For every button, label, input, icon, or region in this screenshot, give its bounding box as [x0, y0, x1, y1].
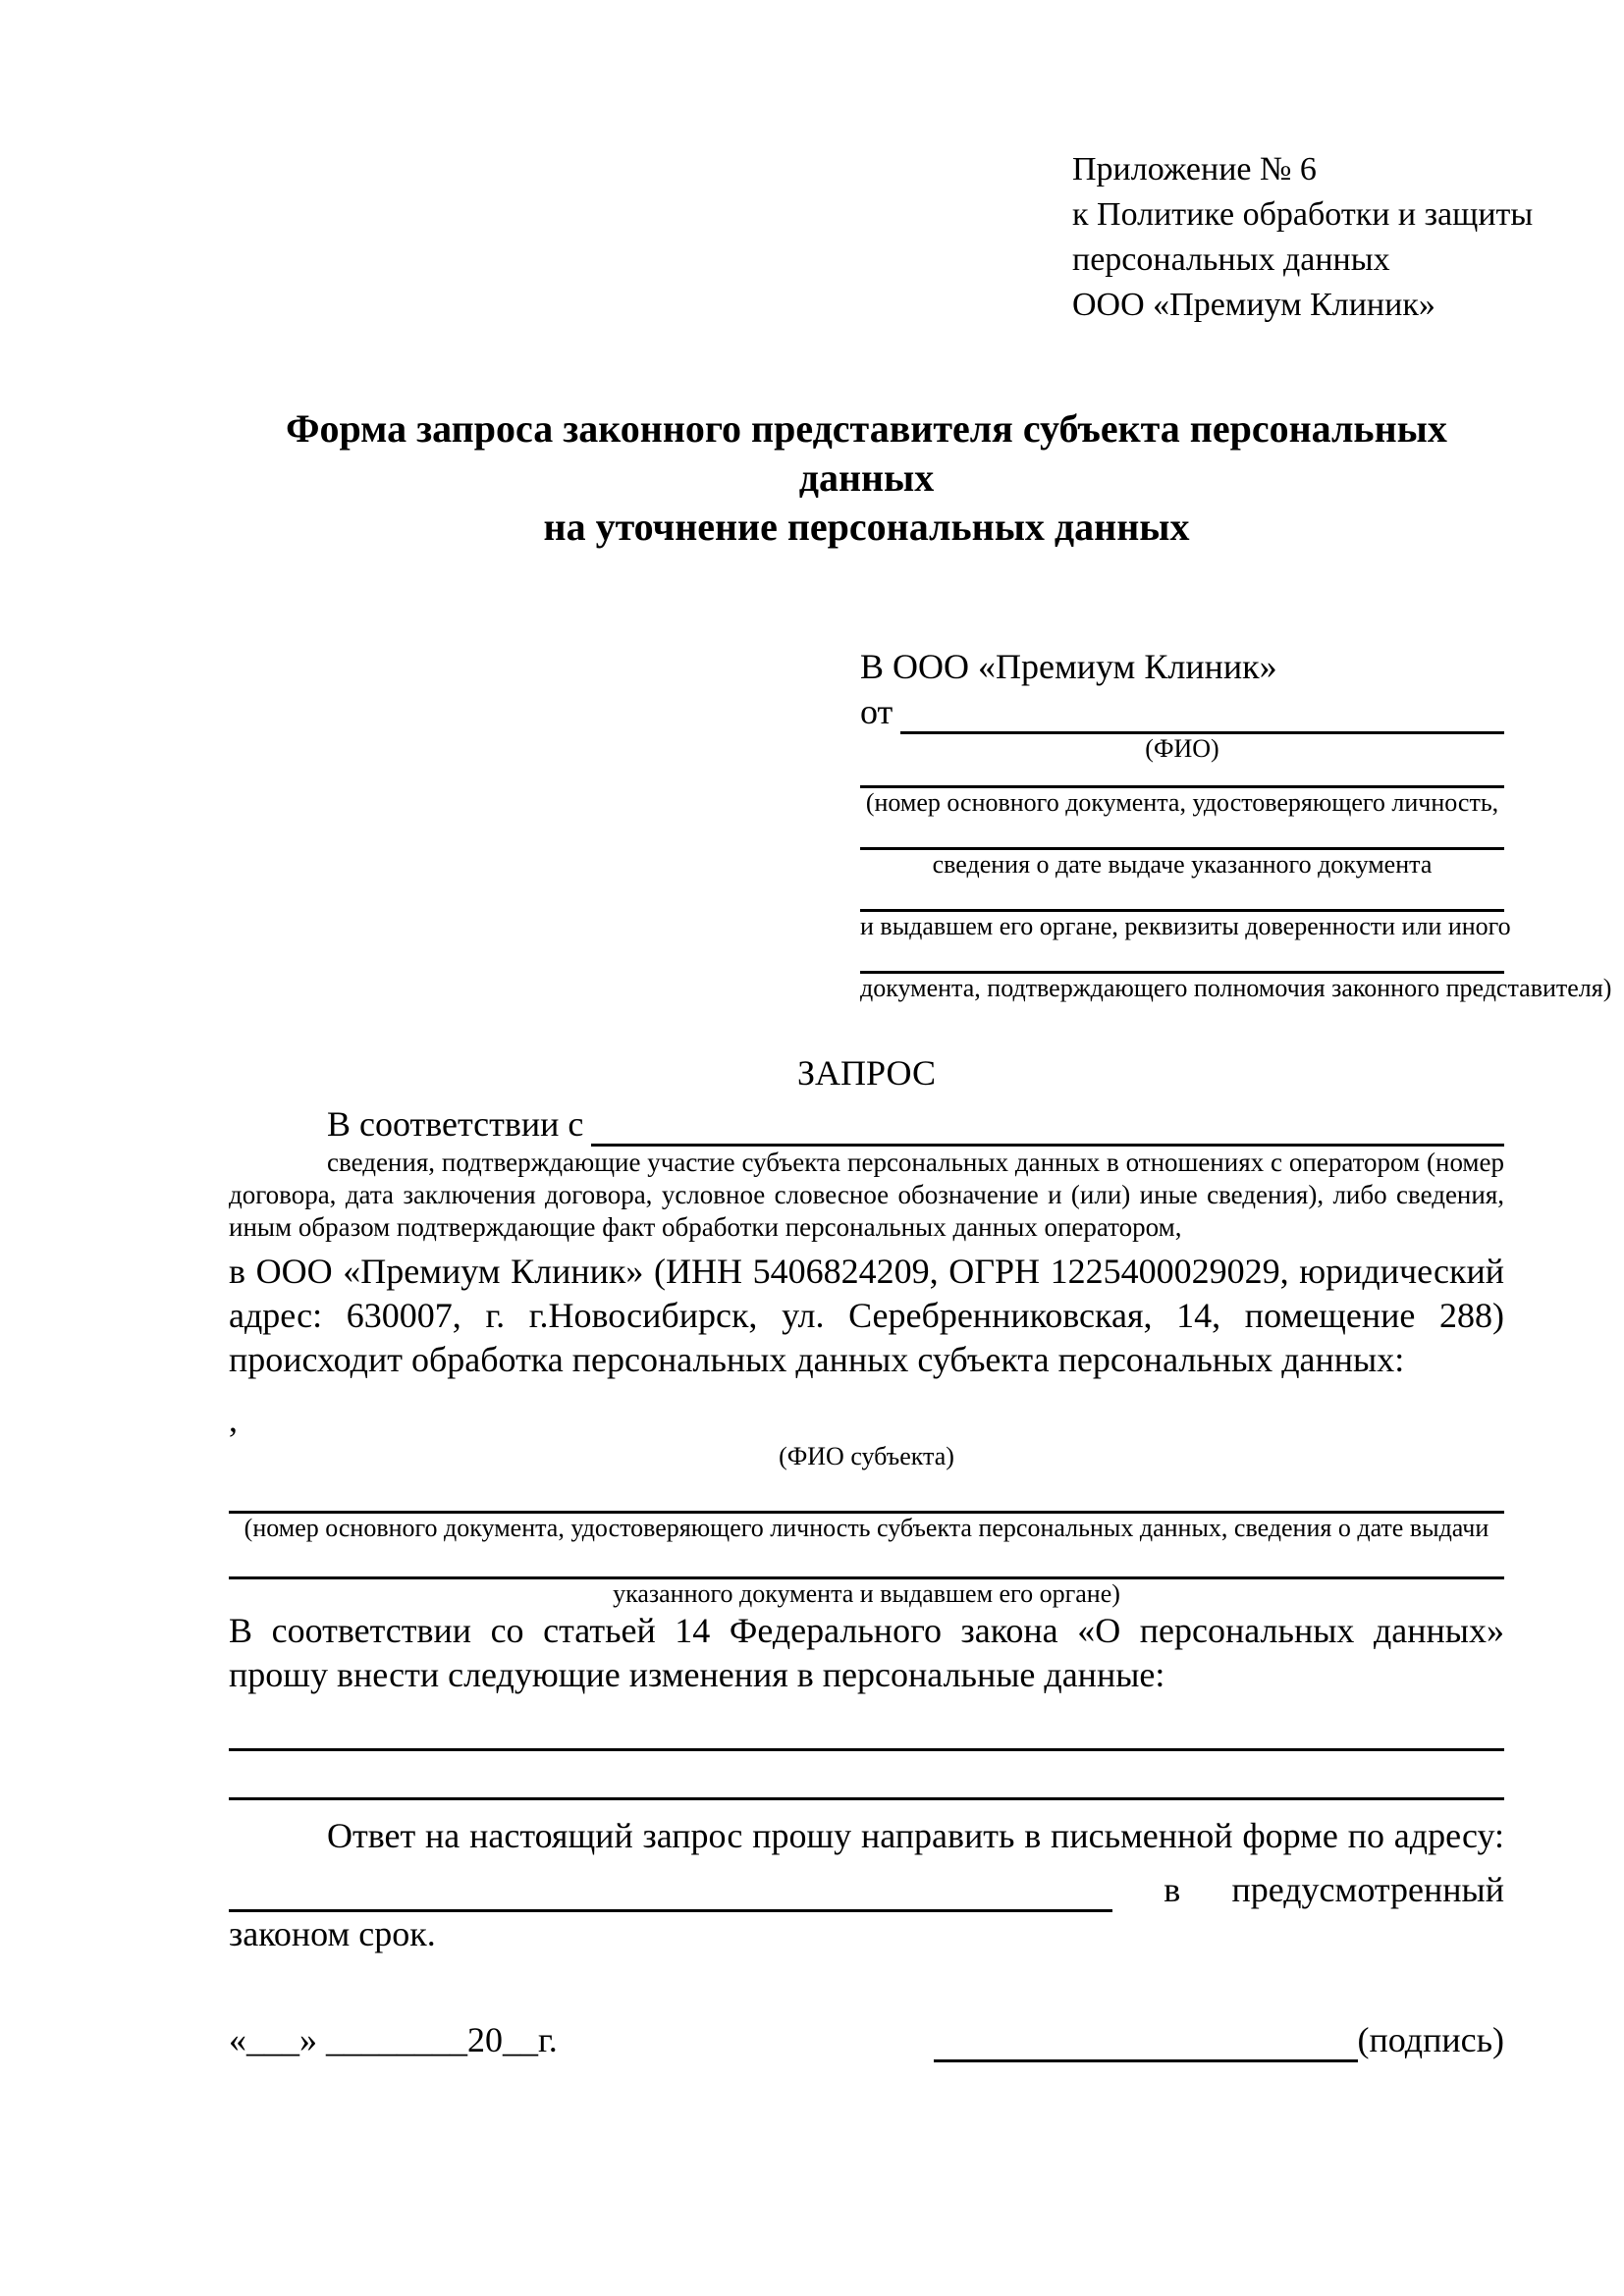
subject-fio-caption: (ФИО субъекта): [779, 1442, 954, 1470]
title-line-1: Форма запроса законного представителя субъекта персональных данных: [286, 406, 1447, 500]
basis-caption: сведения, подтверждающие участие субъекта персональных данных в отношениях с оператором (номер договора, дата заключения договора, условное словесное обозначение и (или) иные сведения), либо сведения, иным образом подтверждающие факт обработки персональных данных оператором,: [229, 1148, 1504, 1242]
signature-caption: (подпись): [1357, 2020, 1504, 2059]
appendix-number-line: Приложение № 6: [1072, 151, 1317, 187]
document-number-caption: (номер основного документа, удостоверяющего личность,: [865, 788, 1499, 817]
in-accordance-row: [229, 1101, 1504, 1147]
answer-paragraph-line-3: законом срок.: [229, 1914, 436, 1953]
addressee-to: В ООО «Премиум Клиник»: [860, 647, 1277, 686]
signature-field: [934, 2017, 1504, 2062]
date-signature-row: [229, 2017, 1504, 2062]
law-paragraph: В соответствии со статьей 14 Федерального закона «О персональных данных» прошу внести следующие изменения в персональные данные:: [229, 1611, 1504, 1694]
request-heading: ЗАПРОС: [797, 1053, 936, 1093]
subject-fio-line-comma: ,: [229, 1400, 238, 1439]
signature-blank-field: [934, 2022, 1358, 2062]
subject-document-caption-1: (номер основного документа, удостоверяющего личность субъекта персональных данных, сведения о дате выдачи: [244, 1514, 1489, 1542]
from-blank-field: [900, 694, 1504, 734]
operator-paragraph: в ООО «Премиум Клиник» (ИНН 5406824209, ОГРН 1225400029029, юридический адрес: 630007, г. г.Новосибирск, ул. Серебренниковская, 14, помещение 288) происходит обработка персональных данных субъекта персональных данных:: [229, 1252, 1504, 1379]
from-field-row: [860, 689, 1504, 734]
addressee-block: [860, 644, 1612, 1003]
appendix-company-line: ООО «Премиум Клиник»: [1072, 287, 1435, 323]
answer-address-row: [229, 1868, 1504, 1912]
appendix-header: [1072, 147, 1534, 328]
basis-blank-field: [591, 1106, 1504, 1147]
authority-document-caption: документа, подтверждающего полномочия законного представителя): [860, 974, 1612, 1002]
appendix-policy-line: к Политике обработки и защиты: [1072, 196, 1534, 233]
changes-blank-field-1: [229, 1748, 1504, 1751]
issue-date-caption: сведения о дате выдаче указанного документа: [932, 850, 1433, 879]
answer-word-predusmotrennyj: предусмотренный: [1231, 1870, 1504, 1909]
address-blank-field: [229, 1870, 1112, 1912]
changes-blank-field-2: [229, 1797, 1504, 1800]
fio-caption: (ФИО): [1145, 734, 1219, 763]
issuing-authority-caption: и выдавшем его органе, реквизиты доверенности или иного: [860, 912, 1511, 940]
document-title: [229, 404, 1504, 552]
subject-document-caption-2: указанного документа и выдавшем его органе): [613, 1579, 1120, 1608]
from-label: от: [860, 692, 893, 731]
appendix-policy-line-2: персональных данных: [1072, 241, 1390, 278]
answer-word-v: в: [1164, 1870, 1181, 1909]
answer-paragraph-line-1: Ответ на настоящий запрос прошу направить в письменной форме по адресу:: [327, 1816, 1504, 1855]
in-accordance-label: В соответствии с: [327, 1104, 584, 1144]
title-line-2: на уточнение персональных данных: [543, 505, 1190, 549]
subject-fio-row: [229, 1398, 1504, 1442]
date-blank-field: «___» ________20__г.: [229, 2020, 558, 2059]
